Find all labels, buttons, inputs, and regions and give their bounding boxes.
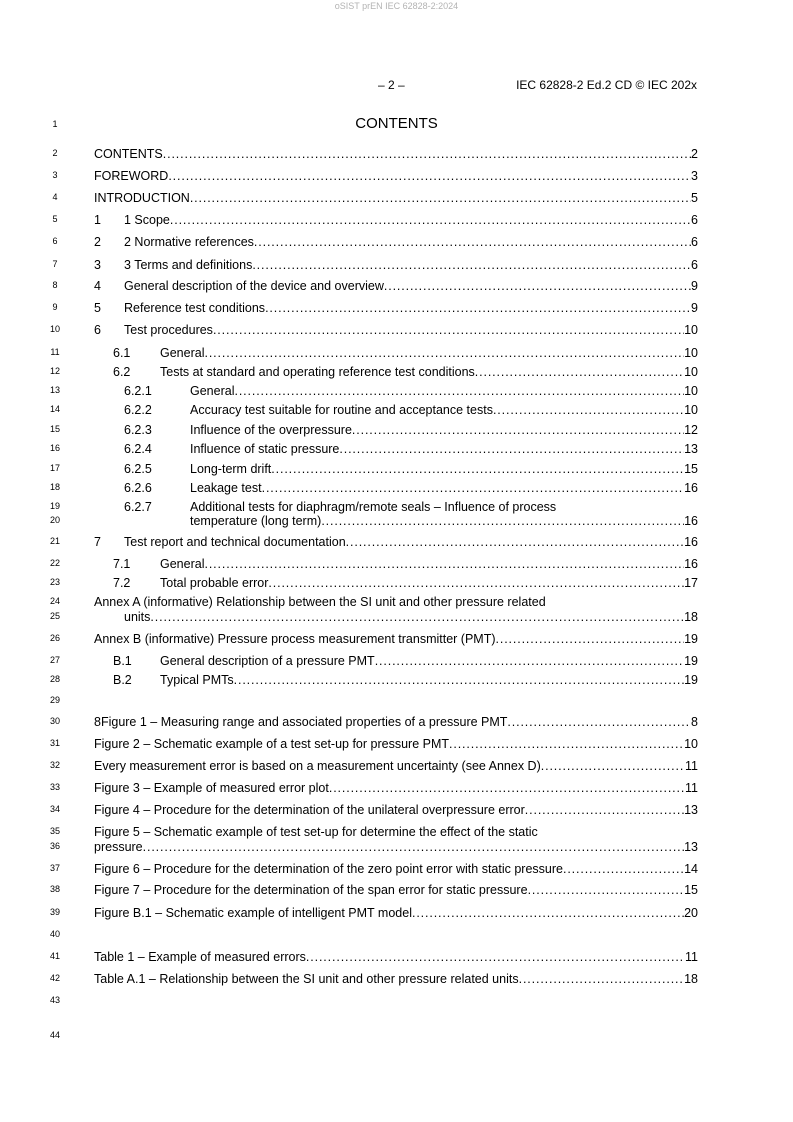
line-number: 35 (49, 826, 60, 836)
line-number: 39 (49, 907, 60, 917)
line-number: 19 (49, 501, 60, 511)
line-number: 31 (49, 738, 60, 748)
figure-entry[interactable]: Figure 7 – Procedure for the determination of the span error for static pressure . . . 15 (94, 882, 698, 898)
toc-entry[interactable]: 7.1 General . . . 16 (113, 556, 698, 572)
line-number: 23 (49, 577, 60, 587)
figure-entry[interactable]: Every measurement error is based on a measurement uncertainty (see Annex D) . . . 11 (94, 758, 698, 774)
figure-entry[interactable]: Figure B.1 – Schematic example of intelligent PMT model . . . 20 (94, 905, 698, 921)
figure-entry[interactable]: Figure 2 – Schematic example of a test set-up for pressure PMT . . . 10 (94, 736, 698, 752)
toc-entry[interactable]: 5 Reference test conditions . . . 9 (94, 300, 698, 316)
line-number: 41 (49, 951, 60, 961)
table-entry[interactable]: Table A.1 – Relationship between the SI unit and other pressure related units . . . 18 (94, 971, 698, 987)
toc-entry[interactable]: FOREWORD . . . 3 (94, 168, 698, 184)
toc-entry[interactable]: 6.2.2 Accuracy test suitable for routine and acceptance tests . . . 10 (124, 402, 698, 418)
toc-entry[interactable]: B.1 General description of a pressure PMT . . . 19 (113, 653, 698, 669)
toc-entry[interactable]: 6.2.6 Leakage test . . . 16 (124, 480, 698, 496)
line-number: 33 (49, 782, 60, 792)
line-number: 13 (49, 385, 60, 395)
line-number: 21 (49, 536, 60, 546)
line-number: 2 (52, 148, 58, 158)
line-number: 14 (49, 404, 60, 414)
line-number: 27 (49, 655, 60, 665)
toc-entry[interactable]: INTRODUCTION . . . 5 (94, 190, 698, 206)
toc-entry[interactable]: Annex B (informative) Pressure process measurement transmitter (PMT) . . . 19 (94, 631, 698, 647)
line-number: 6 (52, 236, 58, 246)
toc-entry[interactable]: 6 Test procedures . . . 10 (94, 322, 698, 338)
toc-entry[interactable]: 6.2.5 Long-term drift . . . 15 (124, 461, 698, 477)
line-number: 10 (49, 324, 60, 334)
line-number: 16 (49, 443, 60, 453)
line-number: 30 (49, 716, 60, 726)
toc-entry[interactable]: 3 3 Terms and definitions . . . 6 (94, 257, 698, 273)
line-number: 20 (49, 515, 60, 525)
toc-entry[interactable]: 7 Test report and technical documentation . . . 16 (94, 534, 698, 550)
line-number: 34 (49, 804, 60, 814)
line-number: 43 (49, 995, 60, 1005)
line-number: 29 (49, 695, 60, 705)
line-number: 5 (52, 214, 58, 224)
line-number: 8 (52, 280, 58, 290)
toc-entry[interactable]: CONTENTS . . . 2 (94, 146, 698, 162)
line-number: 4 (52, 192, 58, 202)
toc-entry[interactable]: 6.2.1 General . . . 10 (124, 383, 698, 399)
line-number: 24 (49, 596, 60, 606)
figure-entry[interactable]: Figure 6 – Procedure for the determination of the zero point error with static pressure . . . 14 (94, 861, 698, 877)
toc-entry[interactable]: 6.2 Tests at standard and operating reference test conditions . . . 10 (113, 364, 698, 380)
line-number: 25 (49, 611, 60, 621)
page-number: – 2 – (378, 78, 405, 92)
document-id: IEC 62828-2 Ed.2 CD © IEC 202x (516, 78, 697, 92)
line-number: 17 (49, 463, 60, 473)
line-number: 7 (52, 259, 58, 269)
line-number: 36 (49, 841, 60, 851)
toc-entry[interactable]: 6.2.3 Influence of the overpressure . . . 12 (124, 422, 698, 438)
line-number: 22 (49, 558, 60, 568)
toc-entry[interactable]: 7.2 Total probable error . . . 17 (113, 575, 698, 591)
line-number: 1 (52, 119, 58, 129)
toc-entry[interactable]: 6.2.4 Influence of static pressure . . . 13 (124, 441, 698, 457)
page-title: CONTENTS (355, 115, 438, 132)
line-number: 28 (49, 674, 60, 684)
line-number: 44 (49, 1030, 60, 1040)
line-number: 15 (49, 424, 60, 434)
toc-entry[interactable]: B.2 Typical PMTs . . . 19 (113, 672, 698, 688)
table-entry[interactable]: Table 1 – Example of measured errors . . . 11 (94, 949, 698, 965)
figure-entry[interactable]: Figure 3 – Example of measured error plot . . . 11 (94, 780, 698, 796)
line-number: 11 (50, 347, 60, 357)
toc-entry[interactable]: 2 2 Normative references . . . 6 (94, 234, 698, 250)
line-number: 32 (49, 760, 60, 770)
figure-entry[interactable]: 8Figure 1 – Measuring range and associated properties of a pressure PMT . . . 8 (94, 714, 698, 730)
watermark: oSIST prEN IEC 62828-2:2024 (334, 1, 459, 11)
line-number: 12 (49, 366, 60, 376)
toc-entry[interactable]: 1 1 Scope . . . 6 (94, 212, 698, 228)
line-number: 9 (52, 302, 58, 312)
toc-entry[interactable]: 6.1 General . . . 10 (113, 345, 698, 361)
line-number: 42 (49, 973, 60, 983)
line-number: 38 (49, 884, 60, 894)
line-number: 18 (49, 482, 60, 492)
toc-entry[interactable]: 4 General description of the device and overview . . . 9 (94, 278, 698, 294)
line-number: 26 (49, 633, 60, 643)
line-number: 37 (49, 863, 60, 873)
line-number: 40 (49, 929, 60, 939)
line-number: 3 (52, 170, 58, 180)
figure-entry[interactable]: Figure 4 – Procedure for the determination of the unilateral overpressure error . . . 13 (94, 802, 698, 818)
